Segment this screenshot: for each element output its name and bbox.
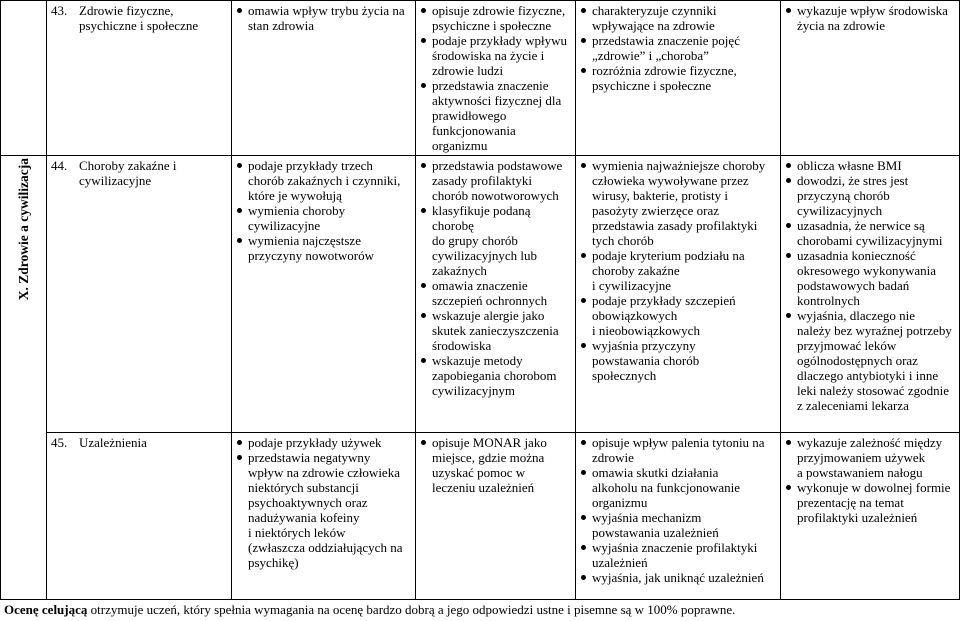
requirement-continuation: psychikę) [248, 555, 299, 570]
requirement-continuation: skutek zanieczyszczenia [432, 323, 559, 338]
requirement-item: wskazuje alergie jako [420, 308, 571, 323]
req-col-4 [781, 156, 960, 433]
requirement-continuation: psychiczne i społeczne [432, 18, 552, 33]
row-number: 43. [51, 3, 68, 18]
requirement-continuation: obowiązkowych [592, 308, 678, 323]
requirement-continuation: zapobiegania chorobom [432, 368, 557, 383]
requirement-item: przedstawia negatywny [236, 450, 411, 465]
table-row [1, 156, 960, 433]
requirement-list [420, 3, 571, 153]
requirement-continuation: funkcjonowania [432, 123, 516, 138]
topic-title: Choroby zakaźne i cywilizacyjne [79, 158, 177, 188]
requirement-item: przedstawia podstawowe [420, 158, 571, 173]
requirement-continuation: prezentację na temat [797, 495, 904, 510]
requirement-list [236, 158, 411, 263]
requirement-continuation: profilaktyki uzależnień [797, 510, 918, 525]
requirement-continuation: podstawowych badań [797, 278, 910, 293]
requirement-continuation: aktywności fizycznej dla [432, 93, 562, 108]
requirement-continuation: i cywilizacyjne [592, 278, 672, 293]
requirement-continuation: powstawania uzależnień [592, 525, 719, 540]
requirement-continuation: choroby zakaźne [592, 263, 680, 278]
requirement-continuation: szczepień ochronnych [432, 293, 548, 308]
requirement-continuation: środowiska na życie i [432, 48, 545, 63]
requirement-item: klasyfikuje podaną chorobę [420, 203, 571, 233]
requirement-list [785, 3, 955, 33]
requirement-item: przedstawia znaczenie [420, 78, 571, 93]
requirement-list [420, 435, 571, 495]
requirement-continuation: stan zdrowia [248, 18, 315, 33]
requirement-continuation: uzależnień [592, 555, 648, 570]
requirement-item: podaje przykłady wpływu [420, 33, 571, 48]
requirement-continuation: chorobami cywilizacyjnymi [797, 233, 943, 248]
requirement-continuation: cywilizacyjnym [432, 383, 516, 398]
requirement-list [580, 435, 776, 585]
row-number: 44. [51, 158, 68, 173]
requirement-item: podaje przykłady trzech [236, 158, 411, 173]
table-row [1, 433, 960, 600]
requirement-continuation: zasady profilaktyki [432, 173, 532, 188]
requirement-item: wyjaśnia znaczenie profilaktyki [580, 540, 776, 555]
grade-name: Ocenę celującą [4, 602, 88, 617]
req-col-4 [781, 433, 960, 600]
requirement-item: opisuje wpływ palenia tytoniu na [580, 435, 776, 450]
table-row [1, 1, 960, 156]
topic-title: Zdrowie fizyczne, psychiczne i społeczne [79, 3, 199, 33]
requirement-continuation: zdrowie [592, 450, 634, 465]
requirement-continuation: chorób zakaźnych i czynniki, [248, 173, 401, 188]
requirement-continuation: pasożyty zwierzęce oraz [592, 203, 720, 218]
requirement-continuation: należy bez wyraźnej potrzeby [797, 323, 952, 338]
topic-cell [47, 156, 232, 433]
requirement-item: wyjaśnia przyczyny [580, 338, 776, 353]
req-col-3 [576, 1, 781, 156]
requirement-continuation: powstawania chorób [592, 353, 700, 368]
requirement-item: omawia znaczenie [420, 278, 571, 293]
requirement-continuation: chorób nowotworowych [432, 188, 559, 203]
requirement-continuation: przyjmowaniem używek [797, 450, 926, 465]
requirement-item: opisuje MONAR jako [420, 435, 571, 450]
section-label: X. Zdrowie a cywilizacja [16, 158, 31, 301]
requirement-list [580, 158, 776, 383]
requirement-continuation: wpływ na zdrowie człowieka [248, 465, 400, 480]
req-col-1 [232, 433, 416, 600]
requirement-continuation: niektórych substancji [248, 480, 359, 495]
requirement-item: wymienia choroby [236, 203, 411, 218]
requirement-item: opisuje zdrowie fizyczne, [420, 3, 571, 18]
requirement-continuation: wirusy, bakterie, protisty i [592, 188, 728, 203]
requirement-continuation: leki należy stosować zgodnie [797, 383, 949, 398]
requirement-continuation: tych chorób [592, 233, 654, 248]
requirement-continuation: dlaczego antybiotyki i inne [797, 368, 939, 383]
requirement-item: uzasadnia, że nerwice są [785, 218, 955, 233]
requirement-item: wskazuje metody [420, 353, 571, 368]
requirement-item: omawia wpływ trybu życia na [236, 3, 411, 18]
requirement-continuation: i nieobowiązkowych [592, 323, 700, 338]
requirement-continuation: przyczyną chorób [797, 188, 890, 203]
requirement-continuation: zdrowie ludzi [432, 63, 504, 78]
requirement-continuation: „zdrowie” i „choroba” [592, 48, 709, 63]
requirement-item: uzasadnia konieczność [785, 248, 955, 263]
requirement-item: podaje przykłady szczepień [580, 293, 776, 308]
requirement-item: podaje kryterium podziału na [580, 248, 776, 263]
requirement-item: wykazuje zależność między [785, 435, 955, 450]
section-cell-empty [1, 1, 47, 156]
requirement-item: oblicza własne BMI [785, 158, 955, 173]
requirement-continuation: człowieka wywoływane przez [592, 173, 749, 188]
req-col-1 [232, 156, 416, 433]
requirement-item: wyjaśnia, dlaczego nie [785, 308, 955, 323]
requirement-continuation: prawidłowego [432, 108, 507, 123]
requirement-continuation: przyjmować leków [797, 338, 897, 353]
topic-cell [47, 1, 232, 156]
req-col-3 [576, 156, 781, 433]
requirement-continuation: organizmu [432, 138, 488, 153]
requirement-item: wyjaśnia, jak uniknąć uzależnień [580, 570, 776, 585]
requirement-continuation: alkoholu na funkcjonowanie [592, 480, 741, 495]
requirement-continuation: do grupy chorób [432, 233, 518, 248]
requirement-continuation: leczeniu uzależnień [432, 480, 535, 495]
requirement-continuation: które je wywołują [248, 188, 342, 203]
topic-cell [47, 433, 232, 600]
requirement-item: rozróżnia zdrowie fizyczne, [580, 63, 776, 78]
requirement-item: wykazuje wpływ środowiska [785, 3, 955, 18]
requirement-continuation: kontrolnych [797, 293, 860, 308]
requirement-continuation: i niektórych leków [248, 525, 346, 540]
requirement-continuation: cywilizacyjne [248, 218, 321, 233]
requirement-item: wykonuje w dowolnej formie [785, 480, 955, 495]
requirement-item: omawia skutki działania [580, 465, 776, 480]
requirement-list [785, 158, 955, 413]
requirement-continuation: ogólnodostępnych oraz [797, 353, 918, 368]
topic-title: Uzależnienia [79, 435, 147, 450]
requirement-list [580, 3, 776, 93]
req-col-1 [232, 1, 416, 156]
requirement-continuation: cywilizacyjnych [797, 203, 883, 218]
requirement-continuation: organizmu [592, 495, 648, 510]
requirement-continuation: miejsce, gdzie można [432, 450, 545, 465]
requirement-list [236, 435, 411, 570]
requirement-list [236, 3, 411, 33]
requirement-continuation: psychiczne i społeczne [592, 78, 712, 93]
requirement-continuation: społecznych [592, 368, 657, 383]
section-label-cell [1, 156, 47, 600]
requirement-item: przedstawia znaczenie pojęć [580, 33, 776, 48]
requirement-continuation: przedstawia zasady profilaktyki [592, 218, 758, 233]
requirement-continuation: uzyskać pomoc w [432, 465, 526, 480]
req-col-3 [576, 433, 781, 600]
row-number: 45. [51, 435, 68, 450]
requirement-continuation: z zaleceniami lekarza [797, 398, 909, 413]
requirement-continuation: (zwłaszcza oddziałujących na [248, 540, 403, 555]
requirement-item: wymienia najważniejsze choroby [580, 158, 776, 173]
req-col-2 [416, 156, 576, 433]
requirement-item: charakteryzuje czynniki [580, 3, 776, 18]
requirement-continuation: okresowego wykonywania [797, 263, 936, 278]
requirement-item: wyjaśnia mechanizm [580, 510, 776, 525]
grading-note [4, 602, 735, 618]
requirement-continuation: psychoaktywnych oraz [248, 495, 368, 510]
requirement-item: dowodzi, że stres jest [785, 173, 955, 188]
requirement-continuation: życia na zdrowie [797, 18, 886, 33]
req-col-2 [416, 433, 576, 600]
req-col-4 [781, 1, 960, 156]
requirement-item: podaje przykłady używek [236, 435, 411, 450]
requirement-continuation: a powstawaniem nałogu [797, 465, 923, 480]
requirement-continuation: przyczyny nowotworów [248, 248, 374, 263]
grade-description: otrzymuje uczeń, który spełnia wymagania na ocenę bardzo dobrą a jego odpowiedzi ustne i pisemne są w 100% poprawne. [87, 602, 736, 617]
requirement-list [420, 158, 571, 398]
req-col-2 [416, 1, 576, 156]
requirement-item: wymienia najczęstsze [236, 233, 411, 248]
requirement-continuation: zakaźnych [432, 263, 487, 278]
requirement-list [785, 435, 955, 525]
requirement-continuation: cywilizacyjnych lub [432, 248, 538, 263]
requirement-continuation: środowiska [432, 338, 492, 353]
requirement-continuation: nadużywania kofeiny [248, 510, 360, 525]
requirement-continuation: wpływające na zdrowie [592, 18, 715, 33]
